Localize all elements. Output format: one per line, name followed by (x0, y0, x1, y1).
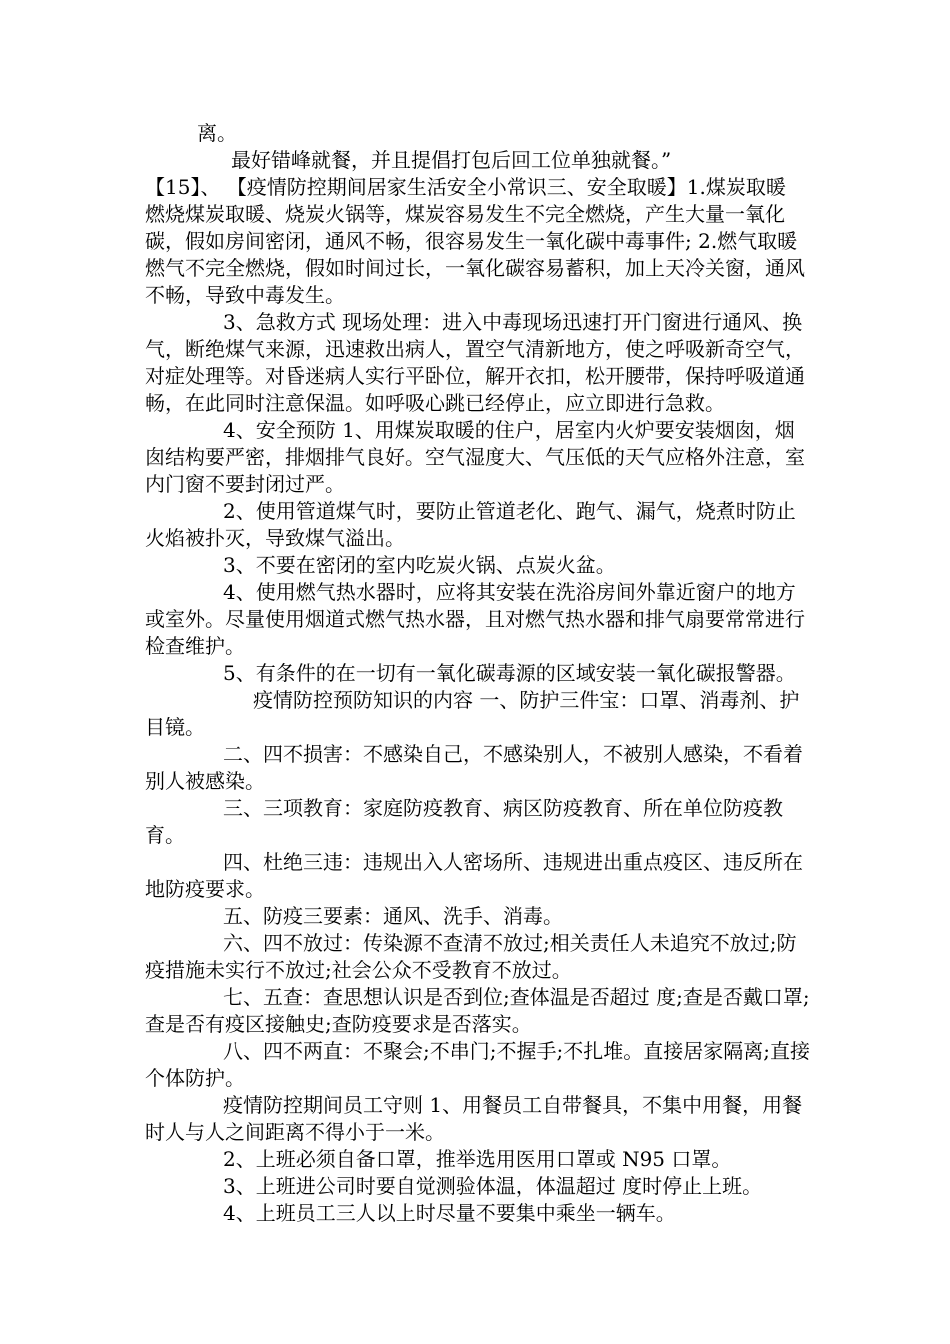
paragraph-tanhuoguo: 3、不要在密闭的室内吃炭火锅、点炭火盆。 (223, 553, 616, 577)
paragraph-baojingqi: 5、有条件的在一切有一氧化碳毒源的区域安装一氧化碳报警器。 (223, 661, 796, 685)
paragraph-si-bu-fangguo: 六、四不放过：传染源不查清不放过;相关责任人未追究不放过;防疫措施未实行不放过;社会公众不受教育不放过。 (145, 931, 797, 982)
paragraph-zibei-kouzhao: 2、上班必须自备口罩，推举选用医用口罩或 N95 口罩。 (223, 1147, 732, 1171)
paragraph-cece-tiwen: 3、上班进公司时要自觉测验体温，体温超过 度时停止上班。 (223, 1174, 763, 1198)
paragraph-guandao-meiqi: 2、使用管道煤气时，要防止管道老化、跑气、漏气，烧煮时防止火焰被扑灭，导致煤气溢出。 (145, 499, 796, 550)
paragraph-wu-cha: 七、五查：查思想认识是否到位;查体温是否超过 度;查是否戴口罩;查是否有疫区接触史;查防疫要求是否落实。 (145, 985, 810, 1036)
paragraph-yuangong-shouze: 疫情防控期间员工守则 1、用餐员工自带餐具，不集中用餐，用餐时人与人之间距离不得小于一米。 (145, 1093, 803, 1144)
paragraph-yufang-zhishi: 疫情防控预防知识的内容 一、防护三件宝：口罩、消毒剂、护目镜。 (145, 688, 800, 739)
document-body (145, 120, 810, 1227)
paragraph-chengzuo-che: 4、上班员工三人以上时尽量不要集中乘坐一辆车。 (223, 1201, 676, 1225)
paragraph-section-15: 【15】、 【疫情防控期间居家生活安全小常识三、安全取暖】1.煤炭取暖 燃烧煤炭取暖、烧炭火锅等，煤炭容易发生不完全燃烧，产生大量一氧化碳，假如房间密闭，通风不畅，很容易发生一氧化碳中毒事件; 2.燃气取暖 燃气不完全燃烧，假如时间过长，一氧化碳容易蓄积，加上天冷关窗，通风不畅，导致中毒发生。 (145, 175, 805, 307)
paragraph-si-bu-sunhai: 二、四不损害：不感染自己，不感染别人，不被别人感染，不看着别人被感染。 (145, 742, 803, 793)
paragraph-anquan-yufang: 4、安全预防 1、用煤炭取暖的住户，居室内火炉要安装烟囱，烟囱结构要严密，排烟排气良好。空气湿度大、气压低的天气应格外注意，室内门窗不要封闭过严。 (145, 418, 805, 496)
paragraph-jijiu-fangshi: 3、急救方式 现场处理：进入中毒现场迅速打开门窗进行通风、换气，断绝煤气来源，迅速救出病人，置空气清新地方，使之呼吸新奇空气，对症处理等。对昏迷病人实行平卧位，解开衣扣，松开腰带，保持呼吸道通畅，在此同时注意保温。如呼吸心跳已经停止，应立即进行急救。 (145, 310, 805, 415)
paragraph-cuofeng-jiucan: 最好错峰就餐，并且提倡打包后回工位单独就餐。” (231, 148, 672, 172)
paragraph-fangyi-san-yaosu: 五、防疫三要素：通风、洗手、消毒。 (223, 904, 563, 928)
paragraph-dujue-san-wei: 四、杜绝三违：违规出入人密场所、违规进出重点疫区、违反所在地防疫要求。 (145, 850, 803, 901)
paragraph-li: 离。 (197, 121, 237, 145)
paragraph-si-bu-liang-zhi: 八、四不两直：不聚会;不串门;不握手;不扎堆。直接居家隔离;直接个体防护。 (145, 1039, 810, 1090)
paragraph-san-xiang-jiaoyu: 三、三项教育：家庭防疫教育、病区防疫教育、所在单位防疫教育。 (145, 796, 783, 847)
paragraph-reshuiqi: 4、使用燃气热水器时，应将其安装在洗浴房间外靠近窗户的地方或室外。尽量使用烟道式燃气热水器，且对燃气热水器和排气扇要常常进行检查维护。 (145, 580, 805, 658)
